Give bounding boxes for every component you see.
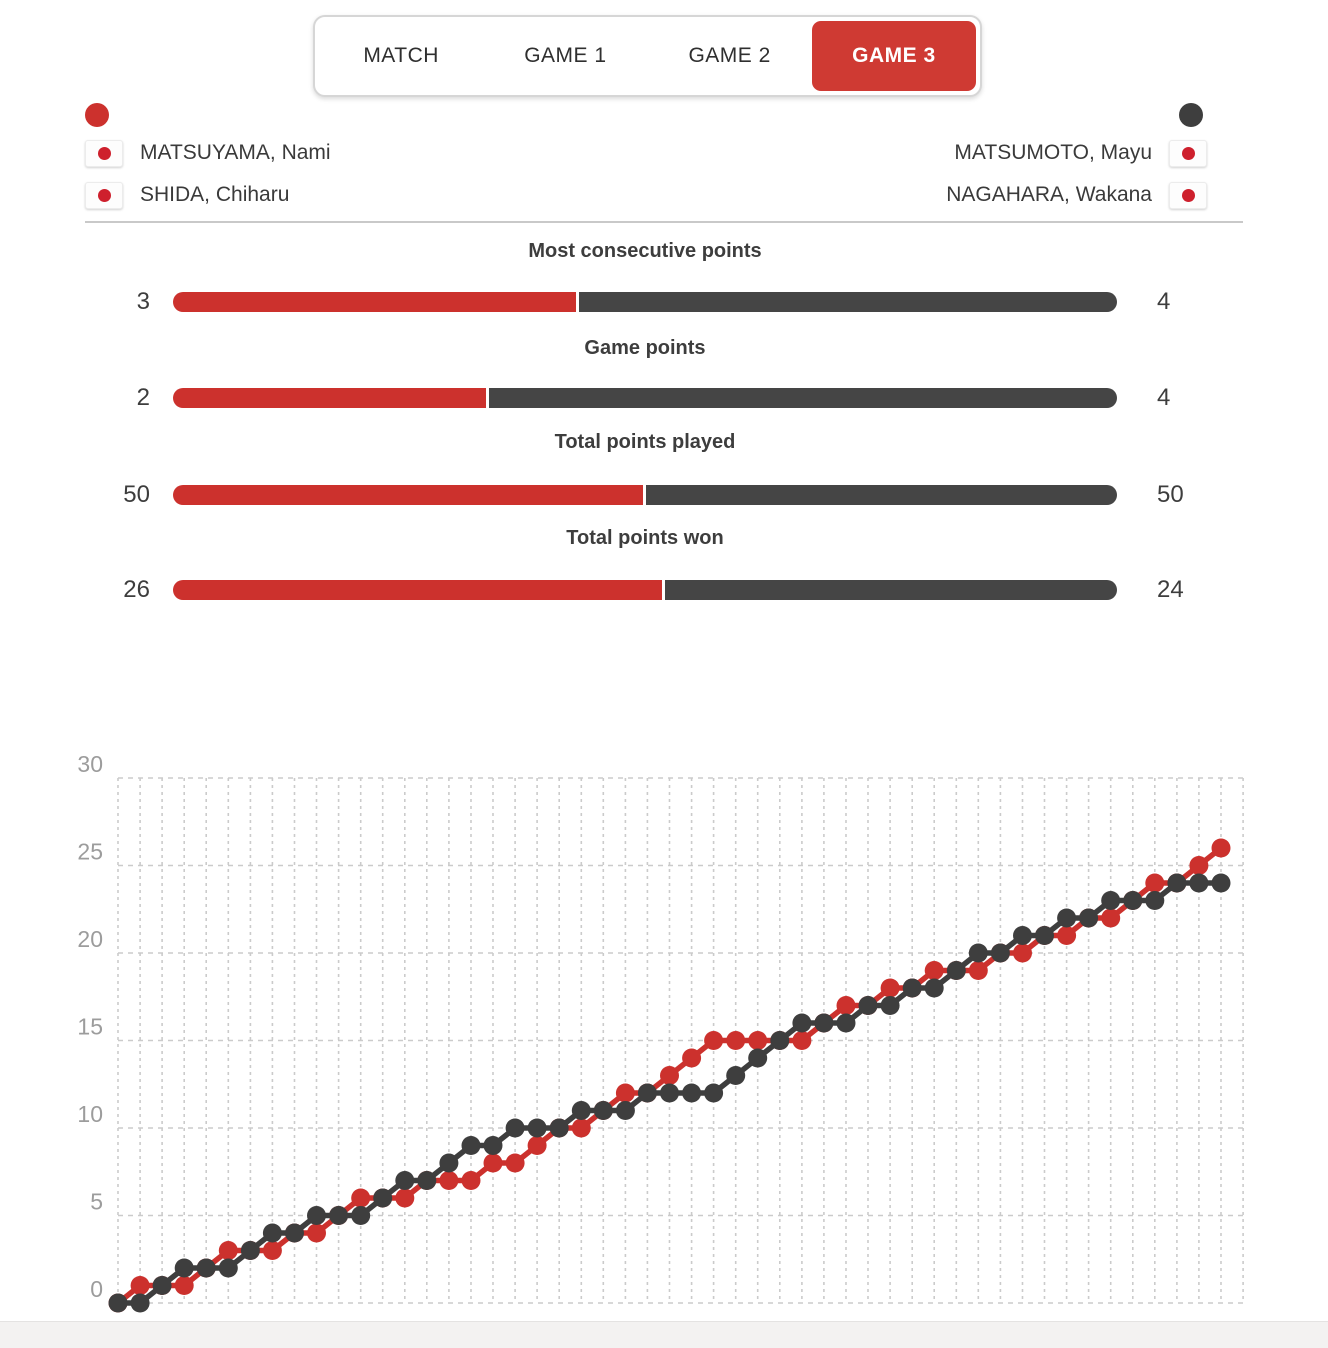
series-point [1057, 909, 1076, 928]
series-point [109, 1294, 128, 1313]
series-point [726, 1066, 745, 1085]
series-point [969, 944, 988, 963]
series-point [153, 1276, 172, 1295]
series-point [903, 979, 922, 998]
series-point [837, 996, 856, 1015]
japan-flag-icon [1169, 182, 1207, 209]
series-point [792, 1014, 811, 1033]
series-point [439, 1171, 458, 1190]
player-row [954, 139, 1207, 167]
series-point [903, 979, 922, 998]
stat-value-away: 50 [1157, 481, 1184, 508]
series-point [1035, 926, 1054, 945]
series-point [1189, 874, 1208, 893]
page-background-strip [0, 1321, 1328, 1348]
series-point [263, 1224, 282, 1243]
series-point [616, 1101, 635, 1120]
series-point [1101, 909, 1120, 928]
series-point [351, 1189, 370, 1208]
series-point [1212, 839, 1231, 858]
series-point [241, 1241, 260, 1260]
series-point [417, 1171, 436, 1190]
series-point [1189, 856, 1208, 875]
player-row [85, 181, 289, 209]
flag-sun-circle [98, 189, 111, 202]
flag-sun-circle [98, 147, 111, 160]
tab-game-3[interactable]: GAME 3 [812, 21, 976, 91]
series-point [1079, 909, 1098, 928]
series-point [1145, 891, 1164, 910]
series-point [660, 1084, 679, 1103]
series-point [462, 1171, 481, 1190]
stat-title: Total points won [566, 527, 724, 549]
series-point [175, 1259, 194, 1278]
series-point [197, 1259, 216, 1278]
y-axis-tick-label: 25 [77, 838, 103, 865]
series-point [285, 1224, 304, 1243]
player-name: MATSUMOTO, Mayu [954, 141, 1152, 164]
series-point [528, 1136, 547, 1155]
tab-game-1[interactable]: GAME 1 [524, 44, 607, 67]
series-point [925, 979, 944, 998]
y-axis-tick-label: 30 [77, 751, 103, 777]
stat-value-home: 3 [136, 288, 150, 315]
away-team-color-dot [1179, 103, 1203, 127]
header-divider [85, 221, 1243, 223]
series-point [175, 1276, 194, 1295]
series-point [770, 1031, 789, 1050]
series-point [550, 1119, 569, 1138]
series-point [770, 1031, 789, 1050]
series-point [704, 1084, 723, 1103]
away-series [109, 874, 1231, 1313]
series-point [1212, 874, 1231, 893]
player-name: SHIDA, Chiharu [140, 183, 290, 206]
series-point [704, 1031, 723, 1050]
stat-comparison-bar [173, 388, 1117, 408]
stat-bar-away-segment [579, 292, 1117, 312]
series-point [219, 1241, 238, 1260]
series-line [118, 883, 1221, 1303]
japan-flag-icon [1169, 140, 1207, 167]
flag-sun-circle [1182, 189, 1195, 202]
series-point [307, 1206, 326, 1225]
series-point [1167, 874, 1186, 893]
player-name: MATSUYAMA, Nami [140, 141, 331, 164]
series-point [726, 1031, 745, 1050]
series-point [329, 1206, 348, 1225]
series-point [881, 996, 900, 1015]
stat-bar-away-segment [665, 580, 1117, 600]
series-point [263, 1241, 282, 1260]
stat-value-home: 26 [123, 576, 150, 603]
series-point [1013, 926, 1032, 945]
series-point [219, 1259, 238, 1278]
series-point [1101, 891, 1120, 910]
japan-flag-icon [85, 182, 123, 209]
y-axis-tick-label: 5 [90, 1188, 103, 1215]
stat-title: Total points played [554, 431, 736, 453]
series-point [1123, 891, 1142, 910]
series-point [947, 961, 966, 980]
stat-value-away: 24 [1157, 576, 1184, 603]
series-point [395, 1171, 414, 1190]
player-row [85, 139, 331, 167]
stat-title: Most consecutive points [528, 240, 762, 262]
series-point [859, 996, 878, 1015]
stat-bar-home-segment [173, 292, 576, 312]
stat-value-away: 4 [1157, 384, 1171, 411]
series-point [572, 1119, 591, 1138]
series-point [395, 1189, 414, 1208]
series-point [991, 944, 1010, 963]
home-team-color-dot [85, 103, 109, 127]
series-point [881, 979, 900, 998]
y-axis-tick-label: 15 [77, 1013, 103, 1040]
home-series [109, 839, 1231, 1313]
stat-title: Game points [584, 337, 706, 359]
series-point [241, 1241, 260, 1260]
series-point [1013, 944, 1032, 963]
series-point [837, 1014, 856, 1033]
stat-bar-home-segment [173, 580, 662, 600]
series-point [814, 1014, 833, 1033]
series-point [594, 1101, 613, 1120]
series-point [351, 1206, 370, 1225]
series-point [439, 1154, 458, 1173]
stat-bar-away-segment [489, 388, 1117, 408]
y-axis-tick-label: 10 [77, 1101, 103, 1127]
series-point [506, 1154, 525, 1173]
tab-bar [313, 15, 982, 97]
series-point [550, 1119, 569, 1138]
series-point [462, 1136, 481, 1155]
series-point [682, 1049, 701, 1068]
series-point [638, 1084, 657, 1103]
series-point [373, 1189, 392, 1208]
series-point [1123, 891, 1142, 910]
player-name: NAGAHARA, Wakana [946, 183, 1152, 206]
japan-flag-icon [85, 140, 123, 167]
tab-game-2[interactable]: GAME 2 [688, 44, 771, 67]
series-point [109, 1294, 128, 1313]
series-point [1145, 874, 1164, 893]
series-point [1079, 909, 1098, 928]
series-point [417, 1171, 436, 1190]
series-point [285, 1224, 304, 1243]
stat-value-home: 2 [136, 384, 150, 411]
series-point [814, 1014, 833, 1033]
series-point [1057, 926, 1076, 945]
series-point [748, 1031, 767, 1050]
series-point [660, 1066, 679, 1085]
series-point [506, 1119, 525, 1138]
series-point [792, 1031, 811, 1050]
series-point [859, 996, 878, 1015]
chart-gridlines [118, 778, 1243, 1303]
series-point [594, 1101, 613, 1120]
stat-value-away: 4 [1157, 288, 1171, 315]
series-point [528, 1119, 547, 1138]
stat-bar-away-segment [646, 485, 1117, 505]
series-point [616, 1084, 635, 1103]
series-point [748, 1049, 767, 1068]
player-row [946, 181, 1207, 209]
series-point [131, 1294, 150, 1313]
series-point [991, 944, 1010, 963]
series-point [484, 1154, 503, 1173]
series-point [1167, 874, 1186, 893]
stat-comparison-bar [173, 580, 1117, 600]
series-point [484, 1136, 503, 1155]
y-axis-tick-label: 0 [90, 1276, 103, 1302]
y-axis-tick-label: 20 [77, 926, 103, 952]
series-point [969, 961, 988, 980]
series-point [131, 1276, 150, 1295]
series-point [572, 1101, 591, 1120]
stat-value-home: 50 [123, 481, 150, 508]
series-point [307, 1224, 326, 1243]
stat-bar-home-segment [173, 485, 643, 505]
tab-match[interactable]: MATCH [363, 44, 439, 67]
series-line [118, 848, 1221, 1303]
series-point [153, 1276, 172, 1295]
stat-comparison-bar [173, 292, 1117, 312]
flag-sun-circle [1182, 147, 1195, 160]
series-point [638, 1084, 657, 1103]
series-point [925, 961, 944, 980]
series-point [1035, 926, 1054, 945]
stat-bar-home-segment [173, 388, 486, 408]
series-point [373, 1189, 392, 1208]
stat-comparison-bar [173, 485, 1117, 505]
series-point [197, 1259, 216, 1278]
series-point [329, 1206, 348, 1225]
series-point [682, 1084, 701, 1103]
series-point [947, 961, 966, 980]
